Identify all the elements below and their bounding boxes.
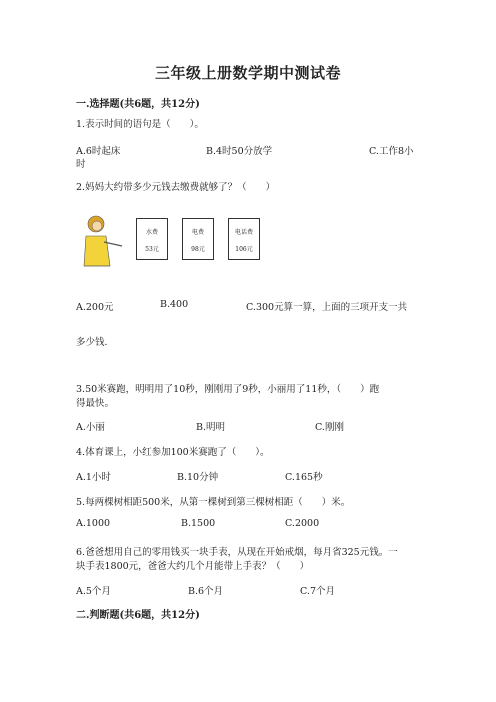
q5-option-a: A.1000 bbox=[76, 518, 111, 529]
woman-illustration-icon bbox=[76, 212, 126, 272]
q1-option-c-cont: 时 bbox=[76, 159, 86, 170]
question-1: 1.表示时间的语句是（ ）。 bbox=[76, 119, 204, 130]
section-heading-choice: 一.选择题(共6题，共12分) bbox=[76, 99, 200, 110]
question-3: 3.50米赛跑，明明用了10秒，刚刚用了9秒，小丽用了11秒，（ ）跑 bbox=[76, 384, 380, 395]
question-3-cont: 得最快。 bbox=[76, 398, 115, 409]
q4-option-a: A.1小时 bbox=[76, 472, 111, 483]
bill-water-title: 水费 bbox=[145, 229, 158, 236]
q1-option-c: C.工作8小 bbox=[369, 146, 414, 157]
question-2: 2.妈妈大约带多少元钱去缴费就够了？（ ） bbox=[76, 182, 276, 193]
section-heading-judgement: 二.判断题(共6题，共12分) bbox=[76, 610, 200, 621]
bill-phone bbox=[228, 218, 260, 260]
bill-water bbox=[136, 218, 168, 260]
bill-electricity bbox=[182, 218, 214, 260]
bill-electricity-value: 98元 bbox=[191, 246, 205, 253]
q6-option-c: C.7个月 bbox=[300, 586, 335, 597]
bill-phone-value: 106元 bbox=[235, 246, 253, 253]
q3-option-c: C.刚刚 bbox=[315, 422, 344, 433]
bill-phone-title: 电话费 bbox=[234, 229, 253, 236]
bill-water-value: 53元 bbox=[145, 246, 159, 253]
q2-option-b: B.400 bbox=[160, 299, 189, 310]
q5-option-c: C.2000 bbox=[285, 518, 320, 529]
q6-option-a: A.5个月 bbox=[76, 586, 111, 597]
q4-option-b: B.10分钟 bbox=[177, 472, 219, 483]
page-title: 三年级上册数学期中测试卷 bbox=[154, 64, 341, 82]
q2-option-c: C.300元算一算，上面的三项开支一共 bbox=[246, 302, 408, 313]
q5-option-b: B.1500 bbox=[181, 518, 216, 529]
question-6-cont: 块手表1800元，爸爸大约几个月能带上手表？（ ） bbox=[76, 561, 310, 572]
question-4: 4.体育课上，小红参加100米赛跑了（ ）。 bbox=[76, 447, 270, 458]
q4-option-c: C.165秒 bbox=[285, 472, 323, 483]
q1-option-b: B.4时50分放学 bbox=[206, 146, 273, 157]
question-6: 6.爸爸想用自己的零用钱买一块手表，从现在开始戒烟，每月省325元钱。一 bbox=[76, 547, 398, 558]
q1-option-a: A.6时起床 bbox=[76, 146, 121, 157]
q3-option-b: B.明明 bbox=[196, 422, 226, 433]
bills-illustration bbox=[76, 212, 276, 272]
q2-option-c-cont: 多少钱. bbox=[76, 337, 108, 348]
question-5: 5.每两棵树相距500米，从第一棵树到第三棵树相距（ ）米。 bbox=[76, 497, 351, 508]
q3-option-a: A.小丽 bbox=[76, 422, 105, 433]
bill-electricity-title: 电费 bbox=[191, 229, 204, 236]
q2-option-a: A.200元 bbox=[76, 302, 114, 313]
q6-option-b: B.6个月 bbox=[188, 586, 224, 597]
